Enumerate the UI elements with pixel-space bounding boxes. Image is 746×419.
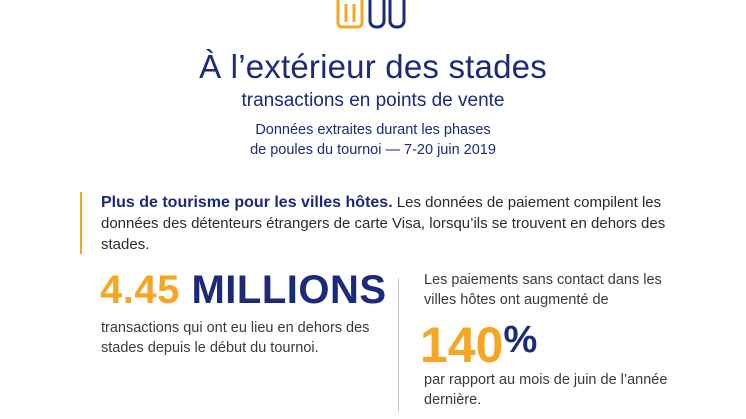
transactions-stat	[100, 268, 387, 313]
intro-lead: Plus de tourisme pour les villes hôtes.	[101, 194, 393, 211]
intro-body: Les données de paiement compilent les données des détenteurs étrangers de carte Visa, lorsqu’ils se trouvent en dehors des stades.	[101, 194, 666, 253]
contactless-number: 140	[420, 317, 504, 373]
column-divider	[398, 278, 399, 412]
contactless-caption: par rapport au mois de juin de l’année dernière.	[424, 372, 668, 408]
contactless-intro: Les paiements sans contact dans les villes hôtes ont augmenté de	[424, 272, 662, 308]
dates-line-2: de poules du tournoi — 7-20 juin 2019	[250, 142, 496, 158]
date-range	[0, 120, 746, 160]
contactless-stat	[420, 310, 537, 375]
transactions-number: 4.45	[100, 268, 180, 312]
intro-paragraph	[101, 192, 671, 255]
dates-line-1: Données extraites durant les phases	[255, 122, 491, 138]
transactions-caption: transactions qui ont eu lieu en dehors des stades depuis le début du tournoi.	[101, 320, 370, 356]
transactions-unit: MILLIONS	[191, 268, 387, 312]
luggage-icon	[336, 0, 410, 30]
accent-bar	[80, 192, 82, 254]
percent-sign: %	[503, 319, 538, 361]
page-title: À l’extérieur des stades	[199, 48, 547, 85]
page-subtitle: transactions en points de vente	[241, 90, 505, 111]
